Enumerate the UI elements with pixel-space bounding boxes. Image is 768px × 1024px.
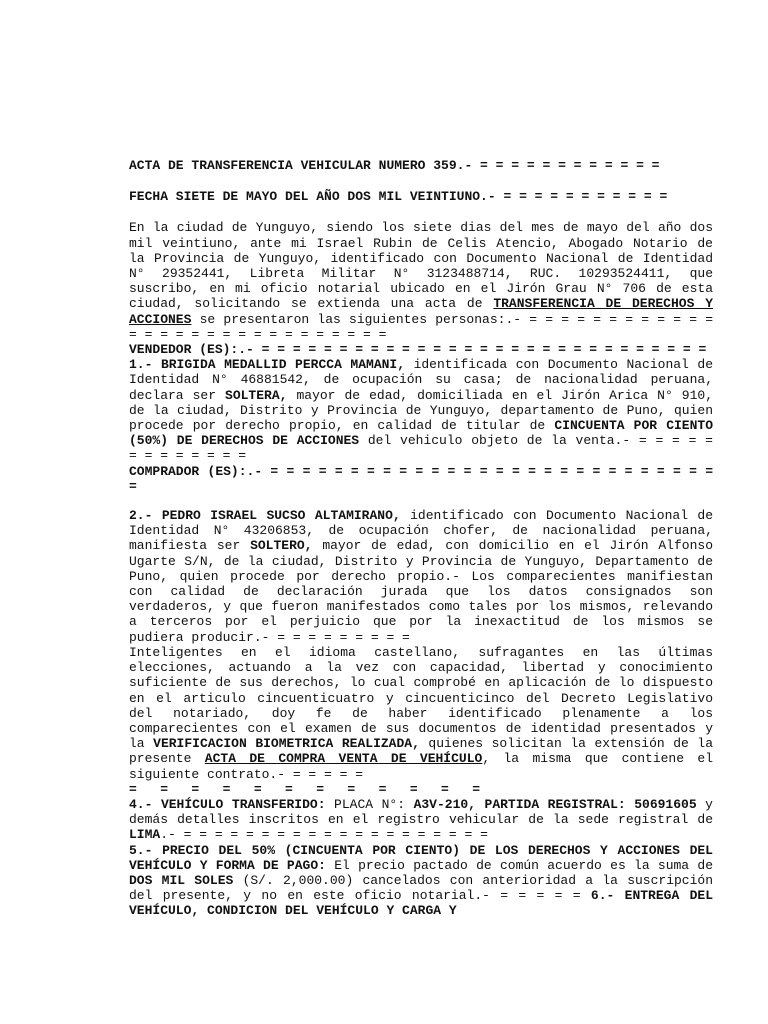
delivery-heading: 6.- ENTREGA DEL VEHÍCULO, CONDICION DEL VEHÍCULO Y CARGA Y [129, 888, 713, 919]
buyer-header: COMPRADOR (ES):.- = = = = = = = = = = = = = = = = = = = = = = = = = = = = = [129, 463, 713, 494]
price-text: El precio pactado de común acuerdo es la suma de [325, 857, 713, 873]
biometric-verification: VERIFICACION BIOMETRICA REALIZADA, [153, 736, 420, 752]
intelligence-text-end: , la misma que contiene el siguiente contrato.- = = = = = [129, 751, 714, 782]
intro-text-end: se presentaron las siguientes personas:.- = = = = = = = = = = = = = = = = = = = = = = = = = = = = = [129, 311, 713, 342]
price-text-2: (S/. 2,000.00) cancelados con anterioridad a la suscripción del presente, y no en este oficio notarial.- = = = = = [129, 872, 714, 904]
equals-separator: = = = = = = = = = = = = [129, 781, 481, 797]
buyer-status: SOLTERO, [250, 538, 313, 554]
intro-text: En la ciudad de Yunguyo, siendo los siete dias del mes de mayo del año dos mil veintiuno, ante mi Israel Rubin de Celis Atencio, Abogado Notario de la Provincia de Yunguyo, identificado con Documento Nacional de Identidad N° 29352441, Libreta Militar N° 3123488714, RUC. 10293524411, que suscribo, en mi oficio notarial ubicado en el Jirón Grau N° 706 de esta ciudad, solicitando se extienda una acta de [129, 220, 713, 312]
buyer-name: 2.- PEDRO ISRAEL SUCSO ALTAMIRANO, [129, 508, 401, 524]
intelligence-paragraph [129, 645, 713, 782]
seller-text: identificada con Documento Nacional de Identidad N° 46881542, de ocupación su casa; de nacionalidad peruana, declara ser [129, 357, 714, 403]
buyer-text: identificado con Documento Nacional de Identidad N° 43206853, de ocupación chofer, de nacionalidad peruana, manifiesta ser [129, 508, 714, 554]
buyer-paragraph [129, 508, 713, 645]
price-paragraph [129, 843, 713, 919]
plate-and-registry: A3V-210, PARTIDA REGISTRAL: 50691605 [413, 796, 697, 812]
vehicle-heading: 4.- VEHÍCULO TRANSFERIDO: [129, 796, 326, 812]
transfer-rights-phrase: TRANSFERENCIA DE DERECHOS Y ACCIONES [129, 296, 713, 327]
price-amount: DOS MIL SOLES [129, 872, 234, 888]
sale-contract-phrase: ACTA DE COMPRA VENTA DE VEHÍCULO [204, 751, 483, 767]
price-heading: 5.- PRECIO DEL 50% (CINCUENTA POR CIENTO) DE LOS DERECHOS Y ACCIONES DEL VEHÍCULO Y FORMA DE PAGO: [129, 842, 713, 873]
notarial-document [129, 158, 713, 919]
buyer-text-2: mayor de edad, con domicilio en el Jirón Alfonso Ugarte S/N, de la ciudad, Distrito y Provincia de Yunguyo, Departamento de Puno, quien procede por derecho propio.- Los comparecientes manifiestan con calidad de declaración jurada que los datos consignados son verdaderos, y que fueron manifestados como tales por los mismos, relevando a terceros por el perjuicio que por la inexactitud de los mismos se pudiera producir.- = = = = = = = = = [129, 538, 713, 645]
seller-paragraph [129, 357, 713, 463]
seller-header: VENDEDOR (ES):.- = = = = = = = = = = = = = = = = = = = = = = = = = = = = = [129, 342, 707, 358]
vehicle-text: y demás detalles inscritos en el registro vehicular de la sede registral de [129, 796, 713, 828]
intro-paragraph [129, 220, 713, 342]
seller-text-end: del vehiculo objeto de la venta.- = = = = = = = = = = = = = [129, 433, 713, 464]
seller-share: CINCUENTA POR CIENTO (50%) DE DERECHOS DE ACCIONES [129, 418, 714, 449]
intelligence-text-2: quienes solicitan la extensión de la presente [129, 736, 713, 767]
seller-text-2: mayor de edad, domiciliada en el Jirón Arica N° 910, de la ciudad, Distrito y Provincia de Yunguyo, departamento de Puno, quien procede por derecho propio, en calidad de titular de [129, 387, 713, 434]
registry-city: LIMA [129, 827, 161, 843]
vehicle-text-end: .- = = = = = = = = = = = = = = = = = = = = [160, 827, 488, 843]
seller-name: 1.- BRIGIDA MEDALLID PERCCA MAMANI, [129, 357, 406, 373]
document-title: ACTA DE TRANSFERENCIA VEHICULAR NUMERO 359.- = = = = = = = = = = = = [129, 158, 660, 173]
plate-label: PLACA N°: [325, 796, 414, 812]
seller-status: SOLTERA, [225, 387, 288, 403]
date-line: FECHA SIETE DE MAYO DEL AÑO DOS MIL VEINTIUNO.- = = = = = = = = = = = [129, 189, 668, 205]
vehicle-paragraph [129, 797, 713, 843]
intelligence-text: Inteligentes en el idioma castellano, sufragantes en las últimas elecciones, actuando a la vez con capacidad, libertad y conocimiento suficiente de sus derechos, lo cual comprobé en aplicación de lo dispuesto en el articulo cincuenticuatro y cincuenticinco del Decreto Legislativo del notariado, doy fe de haber identificado plenamente a los comparecientes con el examen de sus documentos de identidad presentados y la [129, 644, 713, 752]
